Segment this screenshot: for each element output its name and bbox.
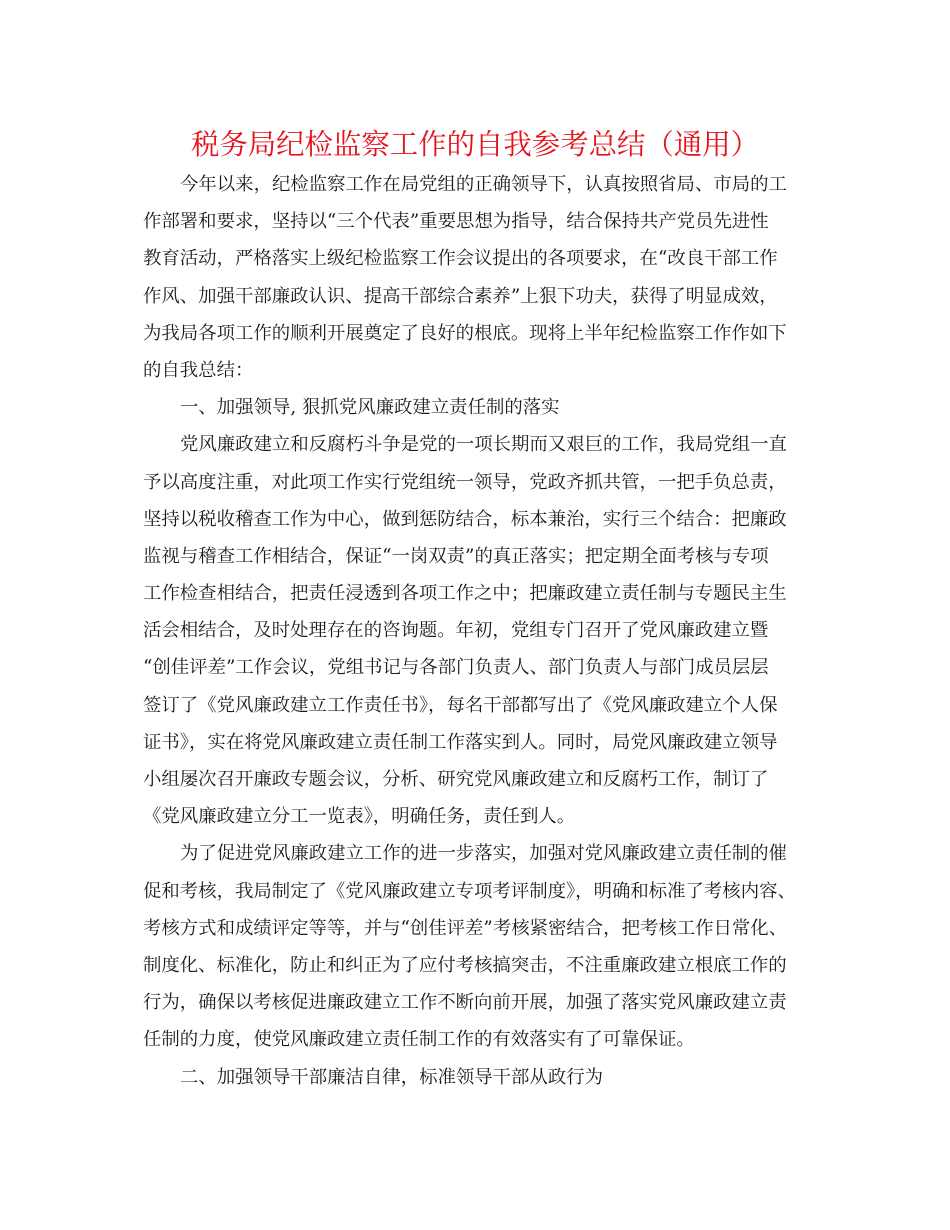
text-line: 为了促进党风廉政建立工作的进一步落实，加强对党风廉政建立责任制的催 xyxy=(180,843,787,865)
text-line: 活会相结合，及时处理存在的咨询题。年初，党组专门召开了党风廉政建立暨 xyxy=(143,620,769,642)
text-line: 一、加强领导, 狠抓党风廉政建立责任制的落实 xyxy=(180,397,560,419)
text-line: 予以高度注重，对此项工作实行党组统一领导，党政齐抓共管，一把手负总责， xyxy=(143,471,787,493)
text-line: 证书》，实在将党风廉政建立责任制工作落实到人。同时，局党风廉政建立领导 xyxy=(143,731,778,753)
text-line: 行为，确保以考核促进廉政建立工作不断向前开展，加强了落实党风廉政建立责 xyxy=(143,992,787,1014)
text-line: 党风廉政建立和反腐朽斗争是党的一项长期而又艰巨的工作，我局党组一直 xyxy=(180,434,787,456)
text-line: 促和考核，我局制定了《党风廉政建立专项考评制度》，明确和标准了考核内容、 xyxy=(143,880,796,902)
document-title: 税务局纪检监察工作的自我参考总结（通用） xyxy=(190,128,760,161)
text-line: 作风、加强干部廉政认识、提高干部综合素养”上狠下功夫，获得了明显成效， xyxy=(143,285,778,307)
text-line: 坚持以税收稽查工作为中心，做到惩防结合，标本兼治，实行三个结合：把廉政 xyxy=(143,508,787,530)
text-line: 小组屡次召开廉政专题会议，分析、研究党风廉政建立和反腐朽工作，制订了 xyxy=(143,769,769,790)
text-line: 作部署和要求，坚持以“三个代表”重要思想为指导，结合保持共产党员先进性 xyxy=(143,211,769,233)
text-line: 教育活动，严格落实上级纪检监察工作会议提出的各项要求，在“改良干部工作 xyxy=(143,248,778,270)
text-line: 工作检查相结合，把责任浸透到各项工作之中；把廉政建立责任制与专题民主生 xyxy=(143,583,787,605)
text-line: 《党风廉政建立分工一览表》，明确任务，责任到人。 xyxy=(143,806,576,828)
document-body xyxy=(143,166,808,1096)
text-line: “创佳评差”工作会议，党组书记与各部门负责人、部门负责人与部门成员层层 xyxy=(143,657,769,679)
text-line: 签订了《党风廉政建立工作责任书》，每名干部都写出了《党风廉政建立个人保 xyxy=(143,694,778,716)
text-line: 为我局各项工作的顺利开展奠定了良好的根底。现将上半年纪检监察工作作如下 xyxy=(143,322,787,344)
text-line: 今年以来，纪检监察工作在局党组的正确领导下，认真按照省局、市局的工 xyxy=(180,174,787,195)
text-line: 制度化、标准化，防止和纠正为了应付考核搞突击，不注重廉政建立根底工作的 xyxy=(143,954,787,976)
text-line: 任制的力度，使党风廉政建立责任制工作的有效落实有了可靠保证。 xyxy=(143,1029,695,1051)
text-line: 考核方式和成绩评定等等，并与“创佳评差”考核紧密结合，把考核工作日常化、 xyxy=(143,917,788,939)
text-line: 监视与稽查工作相结合，保证“一岗双责”的真正落实；把定期全面考核与专项 xyxy=(143,545,769,567)
text-line: 的自我总结： xyxy=(143,359,254,381)
text-line: 二、加强领导干部廉洁自律，标准领导干部从政行为 xyxy=(180,1066,603,1088)
